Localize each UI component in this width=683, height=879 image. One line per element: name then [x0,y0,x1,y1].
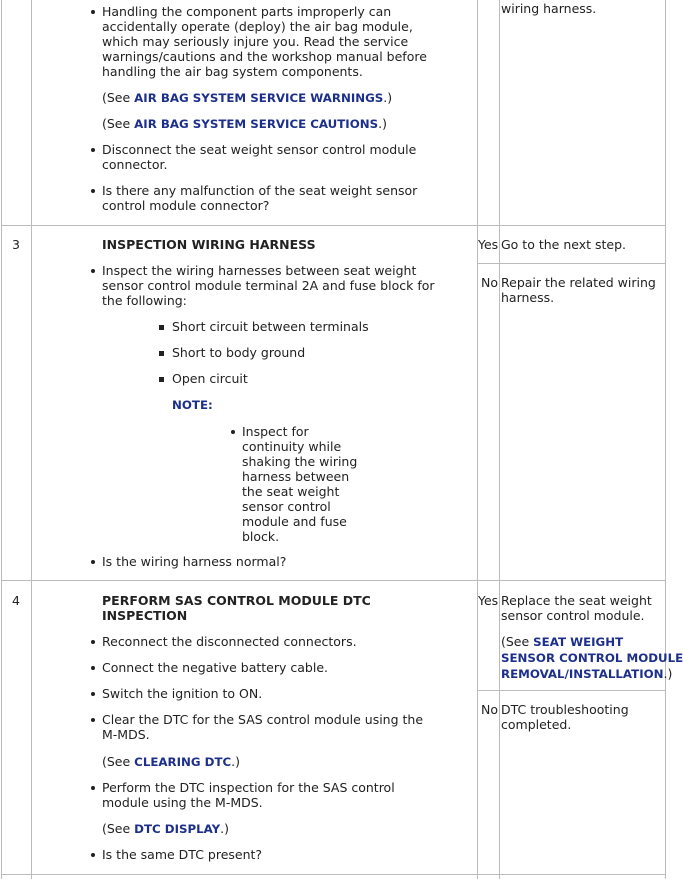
text-line: block. [242,529,280,544]
bullet-icon [91,560,95,564]
bullet-icon [91,692,95,696]
see-reference [102,821,229,837]
square-bullet-icon [159,325,164,330]
table-border-left [1,0,2,879]
bullet-icon [91,640,95,644]
text-line: Disconnect the seat weight sensor control module [102,142,417,157]
text-line: sensor control module. [501,608,645,623]
see-prefix: (See [102,821,135,836]
sub-item: Short circuit between terminals [172,319,369,334]
yes-action [501,593,652,623]
bullet-icon [91,786,95,790]
text-line: INSPECTION [102,608,188,623]
text-line: shaking the wiring [242,454,358,469]
see-suffix: .) [383,90,393,105]
row-divider [1,874,666,875]
no-label: No [481,702,498,717]
see-prefix: (See [102,116,135,131]
text-line: completed. [501,717,572,732]
text-line: handling the air bag system components. [102,64,363,79]
col-divider-result [477,0,478,879]
row-divider [1,580,666,581]
see-reference [501,634,683,682]
sub-item: Open circuit [172,371,248,386]
text-line: Repair the related wiring [501,275,656,290]
see-reference [102,754,240,770]
col-divider-step [31,0,32,879]
step-text: Reconnect the disconnected connectors. [102,634,357,649]
text-line: PERFORM SAS CONTROL MODULE DTC [102,593,371,608]
bullet-icon [91,148,95,152]
link-air-bag-cautions[interactable]: AIR BAG SYSTEM SERVICE CAUTIONS [134,117,379,131]
text-line: harness. [501,290,555,305]
text-line: module using the M-MDS. [102,795,263,810]
text-line: Perform the DTC inspection for the SAS control [102,780,395,795]
action-text: wiring harness. [501,1,597,16]
bullet-icon [231,430,235,434]
bullet-icon [91,189,95,193]
step-title: INSPECTION WIRING HARNESS [102,237,316,252]
bullet-icon [91,269,95,273]
text-line: sensor control [242,499,331,514]
see-prefix: (See [102,90,135,105]
square-bullet-icon [159,351,164,356]
step-number: 4 [12,593,20,608]
question-text [102,183,417,213]
text-line: Inspect the wiring harnesses between seat weight [102,263,417,278]
text-line: Handling the component parts improperly can [102,4,392,19]
text-line: connector. [102,157,168,172]
see-reference [102,90,392,106]
bullet-icon [91,666,95,670]
yes-label: Yes [478,237,499,252]
bullet-icon [91,718,95,722]
text-line: M-MDS. [102,727,150,742]
link-seat-weight-sensor[interactable]: SEAT WEIGHT [533,635,624,649]
see-prefix: (See [102,754,135,769]
link-air-bag-warnings[interactable]: AIR BAG SYSTEM SERVICE WARNINGS [134,91,384,105]
text-line: the seat weight [242,484,340,499]
text-line: Replace the seat weight [501,593,652,608]
yes-action: Go to the next step. [501,237,626,252]
text-line: continuity while [242,439,342,454]
note-text [242,424,357,544]
square-bullet-icon [159,377,164,382]
yes-no-divider [477,690,666,691]
text-line: accidentally operate (deploy) the air bag module, [102,19,413,34]
no-action [501,275,656,305]
step-text: Connect the negative battery cable. [102,660,328,675]
link-clearing-dtc[interactable]: CLEARING DTC [134,755,232,769]
step-text: Switch the ignition to ON. [102,686,263,701]
see-suffix: .) [220,821,230,836]
text-line: control module connector? [102,198,270,213]
row-divider [1,225,666,226]
see-prefix: (See [501,634,534,649]
see-suffix: .) [663,666,673,681]
see-suffix: .) [231,754,241,769]
note-label: NOTE: [172,398,213,412]
text-line: Clear the DTC for the SAS control module using the [102,712,424,727]
yes-label: Yes [478,593,499,608]
link-seat-weight-sensor[interactable]: SENSOR CONTROL MODULE [501,651,683,665]
text-line: DTC troubleshooting [501,702,629,717]
question-text: Is the wiring harness normal? [102,554,287,569]
bullet-icon [91,10,95,14]
no-label: No [481,275,498,290]
col-divider-action [499,0,500,879]
warning-text [102,4,427,79]
step-text [102,712,423,742]
step-title [102,593,371,623]
yes-no-divider [477,263,666,264]
text-line: module and fuse [242,514,347,529]
table-border-right [665,0,666,879]
see-reference [102,116,387,132]
step-text [102,263,435,308]
text-line: harness between [242,469,350,484]
see-suffix: .) [378,116,387,131]
text-line: which may seriously injure you. Read the service [102,34,409,49]
bullet-icon [91,853,95,857]
link-seat-weight-sensor[interactable]: REMOVAL/INSTALLATION [501,667,664,681]
text-line: the following: [102,293,187,308]
no-action [501,702,629,732]
text-line: sensor control module terminal 2A and fuse block for [102,278,435,293]
link-dtc-display[interactable]: DTC DISPLAY [134,822,221,836]
question-text: Is the same DTC present? [102,847,263,862]
text-line: Is there any malfunction of the seat weight sensor [102,183,418,198]
sub-item: Short to body ground [172,345,306,360]
step-text [102,142,416,172]
step-text [102,780,395,810]
text-line: Inspect for [242,424,309,439]
text-line: warnings/cautions and the workshop manual before [102,49,427,64]
step-number: 3 [12,237,20,252]
